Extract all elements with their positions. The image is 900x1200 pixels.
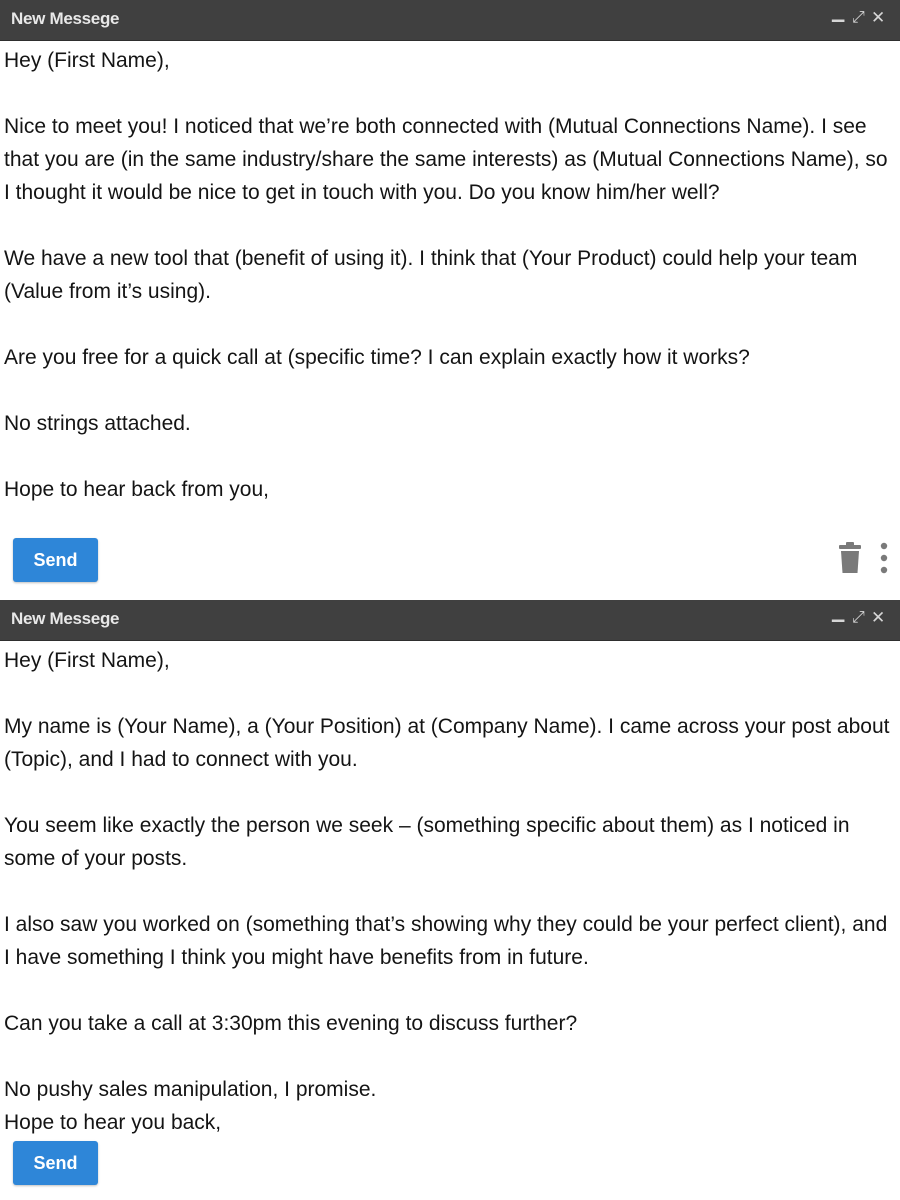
compose-window-2 [0, 600, 900, 1200]
blank-line [4, 875, 896, 908]
message-body[interactable] [4, 44, 896, 506]
blank-line [4, 776, 896, 809]
body-line: Hey (First Name), [4, 49, 170, 72]
blank-line [4, 77, 896, 110]
body-line: Hey (First Name), [4, 649, 170, 672]
trash-icon[interactable] [838, 542, 862, 579]
minimize-icon[interactable]: ▁ [832, 605, 845, 622]
message-body[interactable] [4, 644, 896, 1139]
blank-line [4, 677, 896, 710]
compose-titlebar [0, 600, 900, 641]
send-button[interactable]: Send [13, 1141, 98, 1185]
close-icon[interactable]: ✕ [871, 8, 886, 27]
minimize-icon[interactable]: ▁ [832, 5, 845, 22]
blank-line [4, 974, 896, 1007]
body-line: I also saw you worked on (something that’s showing why they could be your perfect client), and I have something I think you might have benefits from in future. [4, 913, 888, 969]
blank-line [4, 1040, 896, 1073]
body-line: We have a new tool that (benefit of using it). I think that (Your Product) could help your team (Value from it’s using). [4, 247, 858, 303]
blank-line [4, 308, 896, 341]
body-line: Are you free for a quick call at (specific time? I can explain exactly how it works? [4, 346, 750, 369]
expand-icon[interactable]: ⤢ [852, 609, 865, 626]
body-line: You seem like exactly the person we seek – (something specific about them) as I noticed in some of your posts. [4, 814, 850, 870]
blank-line [4, 374, 896, 407]
body-line: My name is (Your Name), a (Your Position) at (Company Name). I came across your post about (Topic), and I had to connect with you. [4, 715, 890, 771]
compose-titlebar [0, 0, 900, 41]
more-vertical-icon[interactable] [880, 542, 888, 579]
close-icon[interactable]: ✕ [871, 608, 886, 627]
compose-footer-actions [838, 543, 888, 577]
expand-icon[interactable]: ⤢ [852, 9, 865, 26]
window-title: New Messege [11, 609, 120, 628]
body-line: Can you take a call at 3:30pm this evening to discuss further? [4, 1012, 578, 1035]
window-title: New Messege [11, 9, 120, 28]
body-line: Hope to hear you back, [4, 1111, 222, 1134]
body-line: Hope to hear back from you, [4, 478, 269, 501]
blank-line [4, 440, 896, 473]
blank-line [4, 209, 896, 242]
body-line: Nice to meet you! I noticed that we’re both connected with (Mutual Connections Name). I see that you are (in the same industry/share the same interests) as (Mutual Connections Name), so I thought it would be nice to get in touch with you. Do you know him/her well? [4, 115, 888, 204]
body-line: No pushy sales manipulation, I promise. [4, 1078, 377, 1101]
body-line: No strings attached. [4, 412, 191, 435]
send-button[interactable]: Send [13, 538, 98, 582]
